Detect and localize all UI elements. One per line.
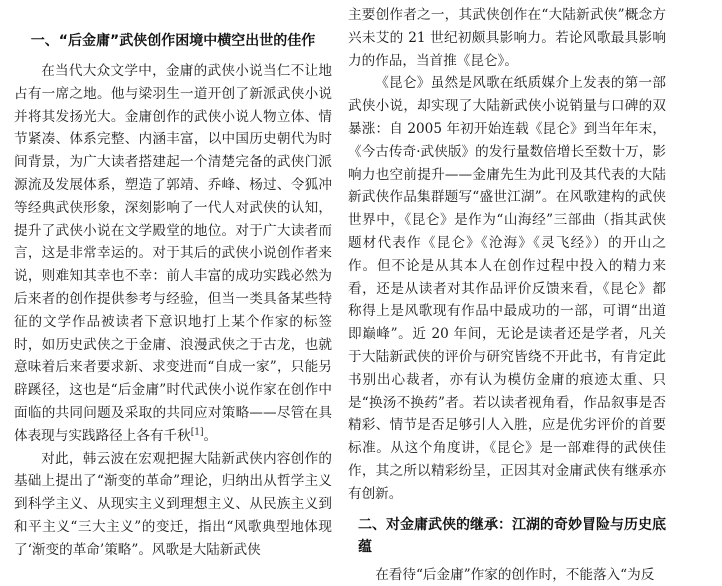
citation-marker[interactable]: [1] — [190, 427, 204, 438]
paragraph-intro — [14, 60, 332, 448]
section-two-heading: 二、对金庸武侠的继承：江湖的奇妙冒险与历史底蕴 — [358, 516, 666, 555]
right-column — [348, 4, 666, 586]
paragraph-kunlun: 《昆仑》虽然是风歌在纸质媒介上发表的第一部武侠小说，却实现了大陆新武侠小说销量与口碑的双暴涨：自 2005 年初开始连载《昆仑》到当年年末，《今古传奇·武侠版》的发行量数倍增长至数十万，影响力也空前提升——金庸先生为此刊及其代表的大陆新武侠作品集群题写“盛世江湖”。在风歌建构的武侠世界中，《昆仑》是作为“山海经”三部曲（指其武侠题材代表作《昆仑》《沧海》《灵飞经》）的开山之作。但不论是从其本人在创作过程中投入的精力来看，还是从读者对其作品评价反馈来看，《昆仑》都称得上是风歌现有作品中最成功的一部，可谓“出道即巅峰”。近 20 年间，无论是读者还是学者，凡关于大陆新武侠的评价与研究皆绕不开此书，有肯定此书别出心裁者，亦有认为模仿金庸的痕迹太重、只是“换汤不换药”者。若以读者视角看，作品叙事是否精彩、情节是否足够引人入胜，应是优劣评价的首要标准。从这个角度讲，《昆仑》是一部难得的武侠佳作，其之所以精彩纷呈，正因其对金庸武侠有继承亦有创新。 — [348, 75, 666, 502]
paragraph-fengge-continued: 主要创作者之一，其武侠创作在“大陆新武侠”概念方兴未艾的 21 世纪初颇具影响力。若论风歌最具影响力的作品，当首推《昆仑》。 — [348, 7, 666, 69]
paragraph-post-jinyong: 在看待“后金庸”作家的创作时，不能落入“为反 — [375, 566, 655, 583]
paragraph-intro-end: 。 — [203, 427, 218, 444]
section-one-heading: 一、“后金庸”武侠创作困境中横空出世的佳作 — [30, 33, 316, 49]
left-column — [14, 30, 332, 562]
paragraph-intro-text: 在当代大众文学中，金庸的武侠小说当仁不让地占有一席之地。他与梁羽生一道开创了新派武侠小说并将其发扬光大。金庸创作的武侠小说人物立体、情节紧凑、体系完整、内涵丰富，以中国历史朝代为时间背景，为广大读者搭建起一个清楚完备的武侠门派源流及发展体系，塑造了郭靖、乔峰、杨过、令狐冲等经典武侠形象，深刻影响了一代人对武侠的认知，提升了武侠小说在文学殿堂的地位。对于广大读者而言，这是非常幸运的。对于其后的武侠小说创作者来说，则难知其幸也不幸：前人丰富的成功实践必然为后来者的创作提供参考与经验，但当一类具备某些特征的文学作品被读者下意识地打上某个作家的标签时，如历史武侠之于金庸、浪漫武侠之于古龙，也就意味着后来者要求新、求变进而“自成一家”，只能另辟蹊径，这也是“后金庸”时代武侠小说作家在创作中面临的共同问题及采取的共同应对策略——尽管在具体表现与实践路径上各有千秋 — [14, 63, 332, 444]
paragraph-han-yunbo: 对此，韩云波在宏观把握大陆新武侠内容创作的基础上提出了“渐变的革命”理论，归纳出从哲学主义到科学主义、从现实主义到理想主义、从民族主义到和平主义“三大主义”的变迁，指出“风歌典型地体现了‘渐变的革命’策略”。风歌是大陆新武侠 — [14, 450, 332, 558]
